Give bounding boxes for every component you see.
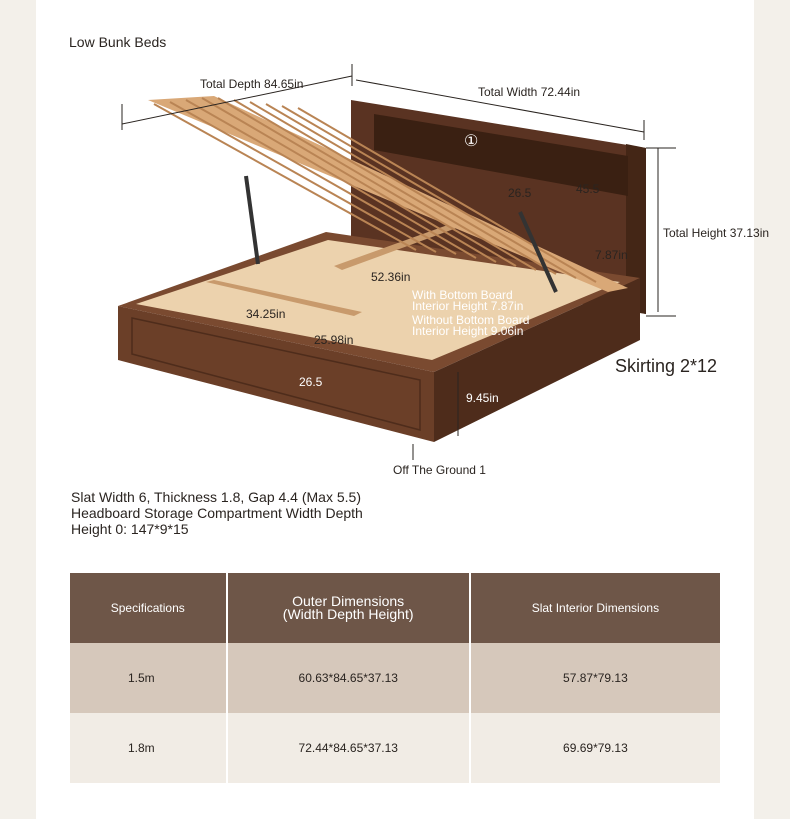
header-slat-interior: Slat Interior Dimensions [469,573,720,643]
gas-strut-left [246,176,258,264]
dimensions-table [70,573,720,783]
header-specifications: Specifications [110,601,185,615]
header-outer-line2: (Width Depth Height) [282,606,414,622]
interior-height-906-label: Interior Height 9.06in [412,324,524,338]
note-headboard: Headboard Storage Compartment Width Depth [71,505,363,521]
total-height-label: Total Height 37.13in [663,226,770,240]
table-row [70,643,720,713]
row-outer: 60.63*84.65*37.13 [226,643,469,713]
dim-52-36: 52.36in [371,270,411,284]
dim-25-98: 25.98in [314,333,354,347]
page-title: Low Bunk Beds [69,34,167,50]
header-outer-dimensions [226,573,469,643]
row-interior: 69.69*79.13 [469,713,720,783]
note-height: Height 0: 147*9*15 [71,521,189,537]
skirting-label: Skirting 2*12 [615,356,718,376]
row-size: 1.5m [128,671,155,685]
header-outer-line1: Outer Dimensions [292,593,405,609]
table-row [70,713,720,783]
dim-26-5-bottom: 26.5 [299,375,323,389]
total-width-label: Total Width 72.44in [478,85,581,99]
table-header-row [70,573,720,643]
with-bottom-board-label: With Bottom Board [412,288,513,302]
product-page [36,0,770,819]
dim-26-5-top: 26.5 [508,186,532,200]
row-interior: 57.87*79.13 [469,643,720,713]
off-ground-label: Off The Ground 1 [393,463,486,477]
without-bottom-board-label: Without Bottom Board [412,313,530,327]
bed-dimension-diagram [36,60,770,480]
interior-height-787-label: Interior Height 7.87in [412,299,524,313]
dim-34-25: 34.25in [246,307,286,321]
note-slat: Slat Width 6, Thickness 1.8, Gap 4.4 (Max 5.5) [71,489,361,505]
specification-notes [71,489,451,537]
marker-1: ① [464,133,479,150]
total-depth-label: Total Depth 84.65in [200,77,304,91]
row-outer: 72.44*84.65*37.13 [226,713,469,783]
dim-45-5: 45.5 [576,182,600,196]
dim-7-87: 7.87in [595,248,628,262]
dim-9-45: 9.45in [466,391,499,405]
row-size: 1.8m [128,741,155,755]
